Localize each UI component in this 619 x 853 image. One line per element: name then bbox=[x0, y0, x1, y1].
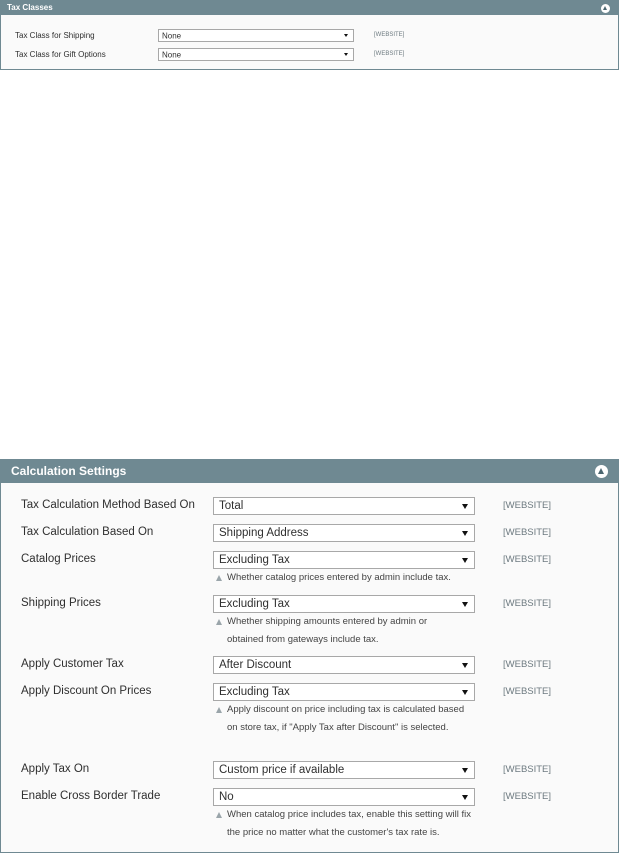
setting-row-tax-class-gift-options bbox=[1, 48, 618, 62]
select-value: None bbox=[162, 31, 182, 40]
apply-tax-on-select[interactable] bbox=[213, 761, 475, 779]
setting-row-catalog-prices bbox=[1, 551, 618, 591]
select-value: None bbox=[162, 50, 182, 59]
select-value: Excluding Tax bbox=[219, 686, 290, 698]
scope-label: [WEBSITE] bbox=[374, 32, 405, 38]
chevron-down-icon bbox=[462, 558, 468, 563]
apply-customer-tax-select[interactable] bbox=[213, 656, 475, 674]
setting-row-enable-cross-border-trade bbox=[1, 788, 618, 846]
note-triangle-icon bbox=[216, 619, 222, 625]
apply-discount-on-prices-select[interactable] bbox=[213, 683, 475, 701]
chevron-down-icon bbox=[462, 768, 468, 773]
setting-row-tax-calculation-method bbox=[1, 497, 618, 517]
setting-row-apply-discount-on-prices bbox=[1, 683, 618, 757]
chevron-down-icon bbox=[462, 504, 468, 509]
apply-tax-on-label: Apply Tax On bbox=[21, 763, 90, 775]
catalog-prices-select[interactable] bbox=[213, 551, 475, 569]
select-value: Shipping Address bbox=[219, 527, 309, 539]
chevron-down-icon bbox=[344, 34, 348, 37]
select-value: Excluding Tax bbox=[219, 598, 290, 610]
cross-border-trade-note bbox=[216, 806, 481, 842]
enable-cross-border-trade-select[interactable] bbox=[213, 788, 475, 806]
shipping-prices-label: Shipping Prices bbox=[21, 597, 101, 609]
scope-label: [WEBSITE] bbox=[503, 764, 552, 775]
tax-class-gift-options-select[interactable] bbox=[158, 48, 354, 61]
scope-label: [WEBSITE] bbox=[503, 791, 552, 802]
chevron-down-icon bbox=[344, 53, 348, 56]
tax-classes-panel bbox=[0, 0, 619, 70]
scope-label: [WEBSITE] bbox=[503, 598, 552, 609]
apply-discount-note bbox=[216, 701, 466, 737]
chevron-down-icon bbox=[462, 795, 468, 800]
shipping-prices-select[interactable] bbox=[213, 595, 475, 613]
calculation-settings-title: Calculation Settings bbox=[11, 464, 127, 478]
catalog-prices-note bbox=[216, 569, 481, 587]
note-text: Whether catalog prices entered by admin include tax. bbox=[227, 572, 451, 583]
chevron-down-icon bbox=[462, 663, 468, 668]
note-text: Apply discount on price including tax is calculated based on store tax, if "Apply Tax after Discount" is selected. bbox=[227, 704, 465, 733]
select-value: Total bbox=[219, 500, 244, 512]
tax-calculation-based-on-label: Tax Calculation Based On bbox=[21, 526, 154, 538]
scope-label: [WEBSITE] bbox=[503, 554, 552, 565]
setting-row-apply-tax-on bbox=[1, 761, 618, 781]
setting-row-tax-class-shipping bbox=[1, 29, 618, 43]
shipping-prices-note bbox=[216, 613, 456, 649]
scope-label: [WEBSITE] bbox=[374, 51, 405, 57]
catalog-prices-label: Catalog Prices bbox=[21, 553, 96, 565]
setting-row-shipping-prices bbox=[1, 595, 618, 651]
calculation-settings-header[interactable] bbox=[1, 460, 618, 483]
apply-discount-on-prices-label: Apply Discount On Prices bbox=[21, 685, 152, 697]
chevron-down-icon bbox=[462, 531, 468, 536]
apply-customer-tax-label: Apply Customer Tax bbox=[21, 658, 124, 670]
scope-label: [WEBSITE] bbox=[503, 659, 552, 670]
chevron-down-icon bbox=[462, 602, 468, 607]
scope-label: [WEBSITE] bbox=[503, 527, 552, 538]
setting-row-apply-customer-tax bbox=[1, 656, 618, 676]
calculation-settings-panel bbox=[0, 459, 619, 853]
note-triangle-icon bbox=[216, 707, 222, 713]
tax-calculation-method-label: Tax Calculation Method Based On bbox=[21, 499, 195, 511]
note-text: Whether shipping amounts entered by admin or obtained from gateways include tax. bbox=[227, 616, 428, 645]
note-text: When catalog price includes tax, enable this setting will fix the price no matter what the customer's tax rate is. bbox=[227, 809, 471, 838]
tax-class-gift-options-label: Tax Class for Gift Options bbox=[15, 50, 106, 59]
collapse-up-icon[interactable] bbox=[601, 4, 610, 13]
collapse-up-icon[interactable] bbox=[595, 465, 608, 478]
select-value: Custom price if available bbox=[219, 764, 345, 776]
chevron-down-icon bbox=[462, 690, 468, 695]
note-triangle-icon bbox=[216, 812, 222, 818]
setting-row-tax-calculation-based-on bbox=[1, 524, 618, 544]
select-value: After Discount bbox=[219, 659, 292, 671]
enable-cross-border-trade-label: Enable Cross Border Trade bbox=[21, 790, 161, 802]
tax-calculation-based-on-select[interactable] bbox=[213, 524, 475, 542]
tax-class-shipping-select[interactable] bbox=[158, 29, 354, 42]
tax-classes-header[interactable] bbox=[1, 1, 618, 15]
select-value: Excluding Tax bbox=[219, 554, 290, 566]
tax-calculation-method-select[interactable] bbox=[213, 497, 475, 515]
tax-class-shipping-label: Tax Class for Shipping bbox=[15, 31, 95, 40]
scope-label: [WEBSITE] bbox=[503, 500, 552, 511]
note-triangle-icon bbox=[216, 575, 222, 581]
scope-label: [WEBSITE] bbox=[503, 686, 552, 697]
tax-classes-title: Tax Classes bbox=[7, 3, 53, 12]
select-value: No bbox=[219, 791, 234, 803]
